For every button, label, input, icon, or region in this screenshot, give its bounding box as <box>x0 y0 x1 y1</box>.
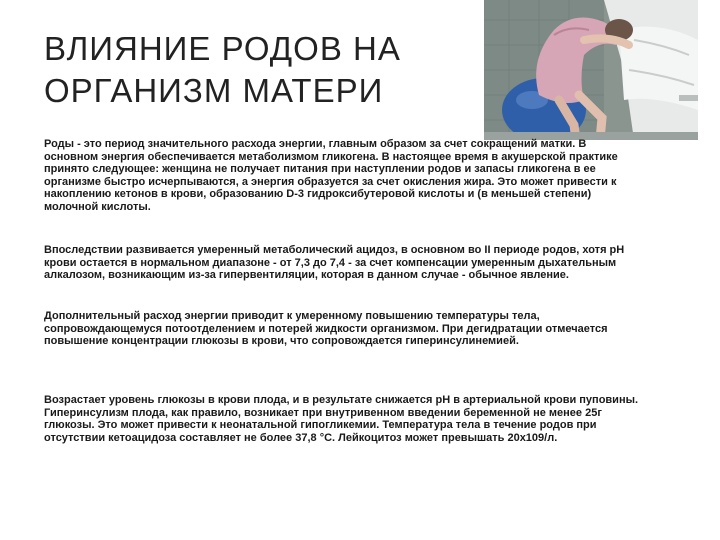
paragraph-2: Впоследствии развивается умеренный метаболический ацидоз, в основном во II периоде родов, хотя pH крови остается в нормальном диапазоне - от 7,3 до 7,4 - за счет компенсации умеренным дыхательным алкалозом, возникающим из-за гипервентиляции, которая в данном случае - обычное явление. <box>44 244 625 282</box>
paragraph-1: Роды - это период значительного расхода энергии, главным образом за счет сокращений матки. В основном энергия обеспечивается метаболизмом гликогена. В настоящее время в акушерской практике принято следующее: женщина не получает питания при наступлении родов и запасы гликогена в ее организме быстро исчерпываются, а энергия образуется за счет окисления жира. Это может привести к накоплению кетонов в крови, образованию D-3 гидроксибутеровой кислоты и (в меньшей степени) молочной кислоты. <box>44 138 618 213</box>
paragraph-4: Возрастает уровень глюкозы в крови плода, и в результате снижается pH в артериальной крови пуповины. Гиперинсулизм плода, как правило, возникает при внутривенном введении беременной не менее 25г глюкозы. Это может привести к неонатальной гипогликемии. Температура тела в течение родов при отсутствии кетоацидоза составляет не более 37,8 °С. Лейкоцитоз может превышать 20x109/л. <box>44 394 639 444</box>
title-line-1: ВЛИЯНИЕ РОДОВ НА <box>44 30 401 67</box>
slide-title <box>44 28 484 112</box>
title-line-2: ОРГАНИЗМ МАТЕРИ <box>44 72 384 109</box>
labor-photo-illustration <box>484 0 698 140</box>
paragraph-3: Дополнительный расход энергии приводит к умеренному повышению температуры тела, сопровождающемуся потоотделением и потерей жидкости организмом. При дегидратации отмечается повышение концентрации глюкозы в крови, что сопровождается гиперинсулинемией. <box>44 310 608 348</box>
labor-photo <box>484 0 698 140</box>
